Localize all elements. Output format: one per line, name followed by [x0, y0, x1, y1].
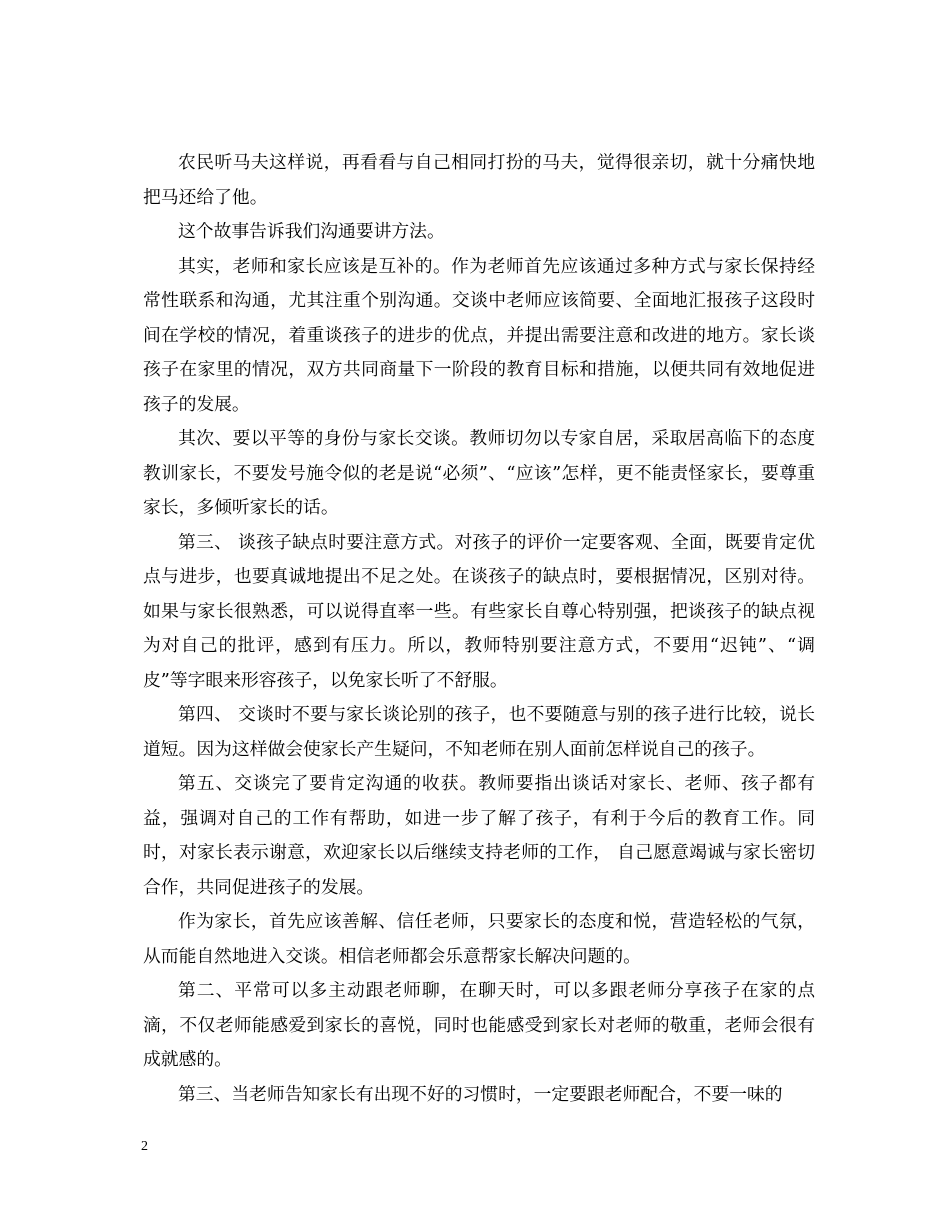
paragraph: 作为家长，首先应该善解、信任老师，只要家长的态度和悦，营造轻松的气氛，从而能自然地进入交谈。相信老师都会乐意帮家长解决问题的。: [143, 911, 815, 967]
paragraph: 农民听马夫这样说，再看看与自己相同打扮的马夫，觉得很亲切，就十分痛快地把马还给了他。: [143, 152, 815, 208]
paragraph: 第四、 交谈时不要与家长谈论别的孩子，也不要随意与别的孩子进行比较，说长道短。因为这样做会使家长产生疑问，不知老师在别人面前怎样说自己的孩子。: [143, 704, 815, 760]
page-number: 2: [141, 1139, 148, 1154]
body-text: [143, 146, 815, 1112]
paragraph: 其实，老师和家长应该是互补的。作为老师首先应该通过多种方式与家长保持经常性联系和沟通，尤其注重个别沟通。交谈中老师应该简要、全面地汇报孩子这段时间在学校的情况，着重谈孩子的进步的优点，并提出需要注意和改进的地方。家长谈孩子在家里的情况，双方共同商量下一阶段的教育目标和措施，以便共同有效地促进孩子的发展。: [143, 255, 815, 415]
paragraph: 第三、当老师告知家长有出现不好的习惯时，一定要跟老师配合，不要一味的: [178, 1083, 783, 1105]
paragraph: 第五、交谈完了要肯定沟通的收获。教师要指出谈话对家长、老师、孩子都有益，强调对自己的工作有帮助，如进一步了解了孩子，有利于今后的教育工作。同时，对家长表示谢意，欢迎家长以后继续支持老师的工作， 自己愿意竭诚与家长密切合作，共同促进孩子的发展。: [143, 773, 815, 898]
paragraph: 其次、要以平等的身份与家长交谈。教师切勿以专家自居，采取居高临下的态度教训家长，不要发号施令似的老是说“必须”、“应该”怎样，更不能责怪家长，要尊重家长，多倾听家长的话。: [143, 428, 815, 518]
paragraph: 这个故事告诉我们沟通要讲方法。: [178, 221, 445, 242]
paragraph: 第二、平常可以多主动跟老师聊，在聊天时，可以多跟老师分享孩子在家的点滴，不仅老师能感爱到家长的喜悦，同时也能感受到家长对老师的敬重，老师会很有成就感的。: [143, 980, 815, 1070]
paragraph: 第三、 谈孩子缺点时要注意方式。对孩子的评价一定要客观、全面，既要肯定优点与进步，也要真诚地提出不足之处。在谈孩子的缺点时，要根据情况，区别对待。如果与家长很熟悉，可以说得直率一些。有些家长自尊心特别强，把谈孩子的缺点视为对自己的批评，感到有压力。所以，教师特别要注意方式，不要用“迟钝”、“调皮”等字眼来形容孩子，以免家长听了不舒服。: [143, 531, 815, 691]
